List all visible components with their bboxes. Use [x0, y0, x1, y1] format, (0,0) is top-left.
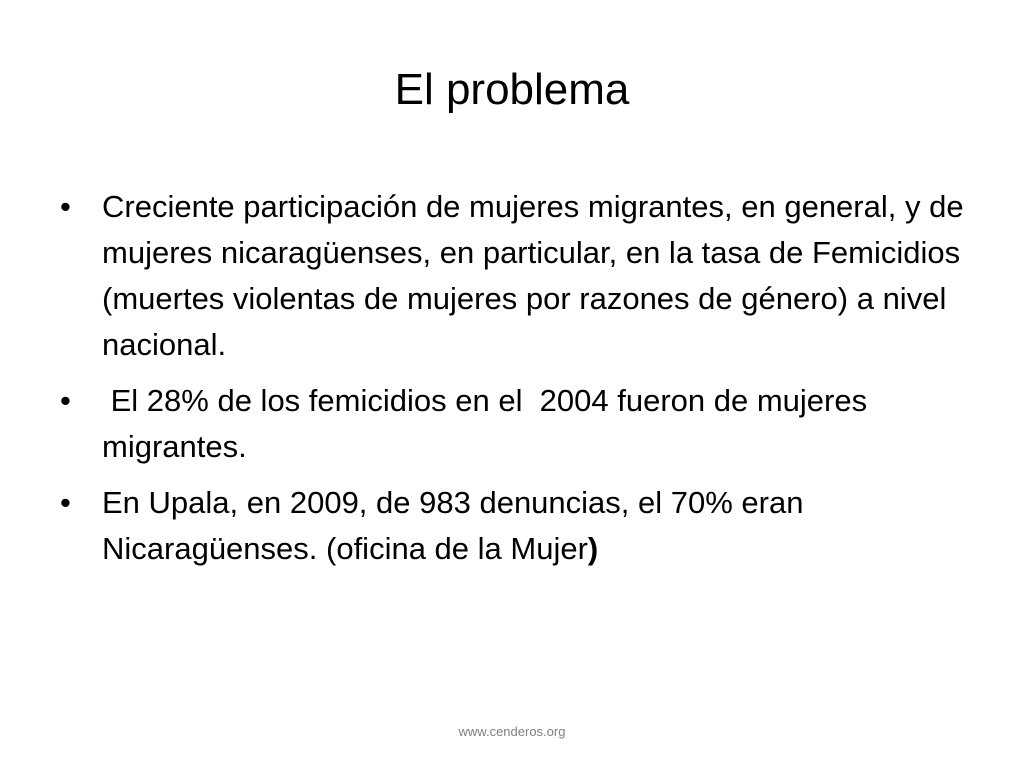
bullet-text: En Upala, en 2009, de 983 denuncias, el 70% eran Nicaragüenses. (oficina de la Mujer [102, 485, 804, 566]
bullet-item-2004-statistic [60, 378, 980, 470]
bullet-item-femicide-participation [60, 184, 980, 368]
bullet-text: Creciente participación de mujeres migrantes, en general, y de mujeres nicaragüenses, en particular, en la tasa de Femicidios (muertes violentas de mujeres por razones de género) a nivel nacional. [102, 189, 964, 362]
bullet-text: El 28% de los femicidios en el 2004 fueron de mujeres migrantes. [102, 383, 876, 464]
slide-title: El problema [394, 65, 630, 114]
bullet-item-upala-statistic [60, 480, 980, 572]
bullet-dot-icon: • [60, 189, 71, 224]
bullet-dot-icon: • [60, 485, 71, 520]
bullet-dot-icon: • [60, 383, 71, 418]
closing-parenthesis: ) [587, 531, 599, 566]
footer-url: www.cenderos.org [458, 724, 566, 739]
bullet-list [60, 184, 980, 582]
